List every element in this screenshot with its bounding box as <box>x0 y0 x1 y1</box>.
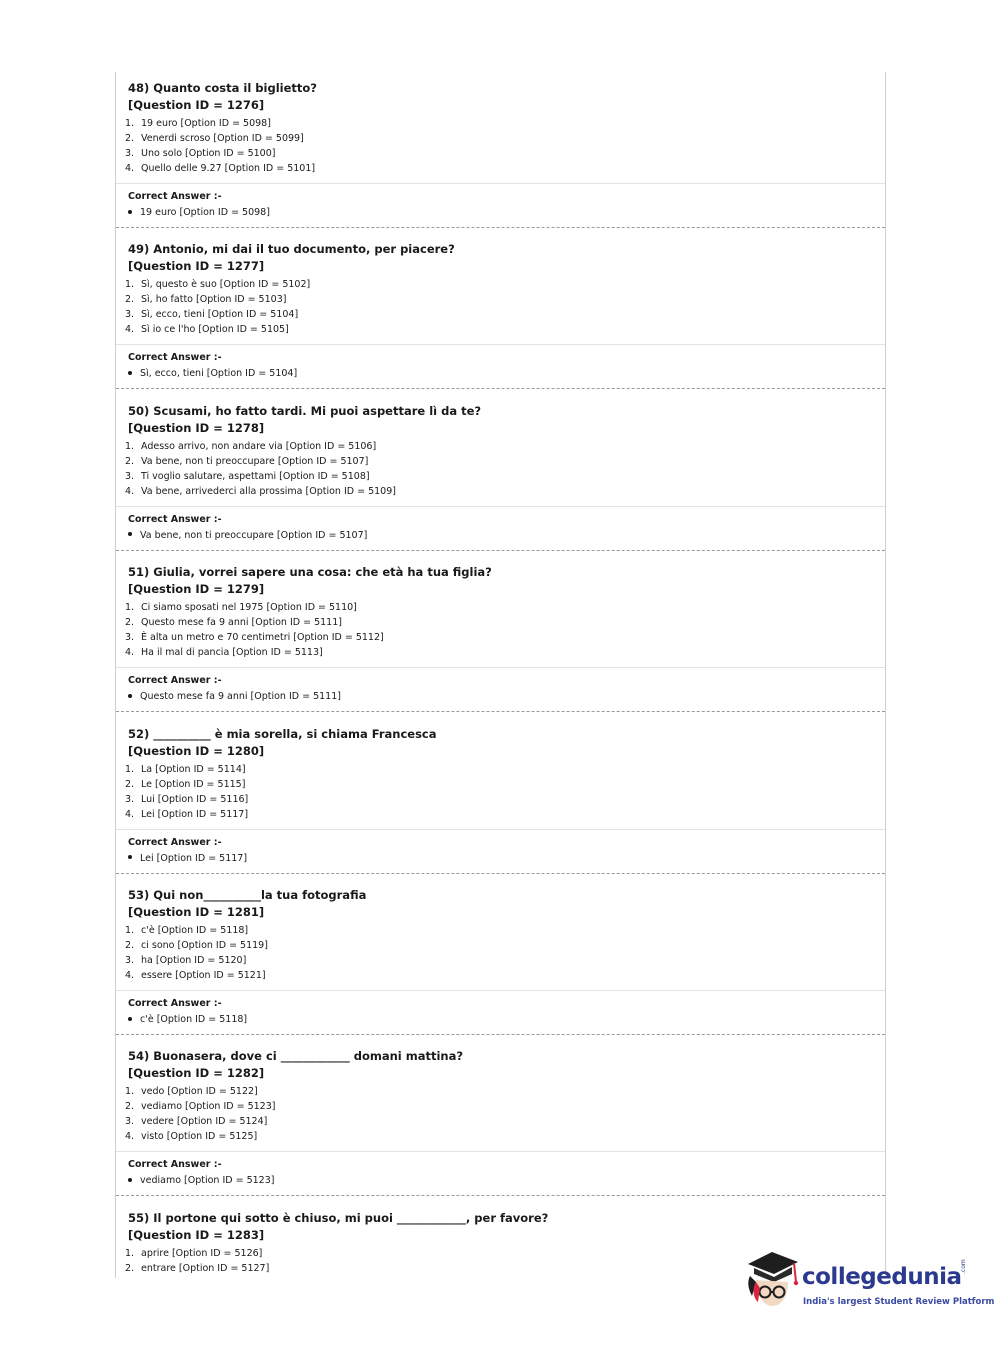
dashed-separator <box>116 388 885 389</box>
question-block <box>116 72 885 233</box>
options-list <box>125 762 248 822</box>
option-item: 2. Sì, ho fatto [Option ID = 5103] <box>125 294 287 306</box>
bullet-icon <box>128 532 132 536</box>
option-item: 3. Ti voglio salutare, aspettami [Option ID = 5108] <box>125 470 370 482</box>
option-item: 3. ha [Option ID = 5120] <box>125 955 247 966</box>
correct-answer-label: Correct Answer :- <box>128 1159 222 1171</box>
question-block <box>116 879 885 1040</box>
logo-name: collegedunia <box>802 1264 962 1290</box>
question-title: 53) Qui non__________la tua fotografia <box>128 888 367 902</box>
option-item: 2. ci sono [Option ID = 5119] <box>125 940 268 951</box>
option-item: 2. Va bene, non ti preoccupare [Option ID = 5107] <box>125 455 369 467</box>
option-item: 2. entrare [Option ID = 5127] <box>125 1262 270 1274</box>
options-list <box>125 923 268 983</box>
option-item: 1. Sì, questo è suo [Option ID = 5102] <box>125 279 311 291</box>
options-list <box>125 116 315 176</box>
question-id: [Question ID = 1281] <box>128 905 265 919</box>
option-item: 1. vedo [Option ID = 5122] <box>125 1086 258 1098</box>
mascot-icon <box>742 1248 802 1310</box>
bullet-icon <box>128 1178 132 1182</box>
option-item: 4. Sì io ce l'ho [Option ID = 5105] <box>125 324 289 336</box>
question-title: 52) __________ è mia sorella, si chiama Francesca <box>128 726 437 741</box>
dashed-separator <box>116 1034 885 1035</box>
question-block <box>116 233 885 394</box>
dashed-separator <box>116 873 885 874</box>
option-item: 4. visto [Option ID = 5125] <box>125 1131 258 1143</box>
option-item: 4. essere [Option ID = 5121] <box>125 970 266 981</box>
question-title: 54) Buonasera, dove ci ____________ domani mattina? <box>128 1049 464 1064</box>
bullet-icon <box>128 694 132 698</box>
options-list <box>125 277 310 337</box>
question-id: [Question ID = 1279] <box>128 582 265 597</box>
option-item: 4. Ha il mal di pancia [Option ID = 5113] <box>125 647 323 659</box>
collegedunia-logo <box>742 1248 995 1318</box>
question-paper <box>115 72 886 1278</box>
question-title: 49) Antonio, mi dai il tuo documento, per piacere? <box>128 242 455 257</box>
option-item: 4. Quello delle 9.27 [Option ID = 5101] <box>125 163 316 174</box>
question-block <box>116 395 885 556</box>
question-block <box>116 1040 885 1201</box>
option-item: 3. Lui [Option ID = 5116] <box>125 793 249 805</box>
option-item: 1. Ci siamo sposati nel 1975 [Option ID = 5110] <box>125 602 357 614</box>
options-list <box>125 439 396 499</box>
option-item: 3. Sì, ecco, tieni [Option ID = 5104] <box>125 309 299 321</box>
question-title: 55) Il portone qui sotto è chiuso, mi puoi ____________, per favore? <box>128 1210 549 1225</box>
option-item: 2. Venerdi scroso [Option ID = 5099] <box>125 133 304 144</box>
option-item: 2. Le [Option ID = 5115] <box>125 778 246 790</box>
bullet-icon <box>128 371 132 375</box>
correct-answer: c'è [Option ID = 5118] <box>128 1014 247 1025</box>
correct-answer-label: Correct Answer :- <box>128 675 222 687</box>
option-item: 1. Adesso arrivo, non andare via [Option ID = 5106] <box>125 440 377 452</box>
question-id: [Question ID = 1280] <box>128 743 265 758</box>
option-item: 2. Questo mese fa 9 anni [Option ID = 5111] <box>125 617 342 629</box>
correct-answer-label: Correct Answer :- <box>128 513 222 525</box>
dashed-separator <box>116 550 885 551</box>
options-list <box>125 600 384 660</box>
option-item: 3. È alta un metro e 70 centimetri [Option ID = 5112] <box>125 632 384 644</box>
question-title: 48) Quanto costa il biglietto? <box>128 81 317 95</box>
correct-answer-label: Correct Answer :- <box>128 998 222 1009</box>
options-list <box>125 1084 275 1144</box>
correct-answer-label: Correct Answer :- <box>128 191 222 202</box>
bullet-icon <box>128 210 132 214</box>
correct-answer: Sì, ecco, tieni [Option ID = 5104] <box>128 368 297 379</box>
correct-answer-label: Correct Answer :- <box>128 836 222 848</box>
option-item: 1. aprire [Option ID = 5126] <box>125 1247 263 1259</box>
question-id: [Question ID = 1283] <box>128 1227 265 1242</box>
option-item: 1. La [Option ID = 5114] <box>125 763 246 775</box>
question-id: [Question ID = 1278] <box>128 420 265 435</box>
correct-answer: Va bene, non ti preoccupare [Option ID = 5107] <box>128 530 367 541</box>
dashed-separator <box>116 227 885 228</box>
option-item: 3. vedere [Option ID = 5124] <box>125 1116 268 1128</box>
option-item: 2. vediamo [Option ID = 5123] <box>125 1101 276 1113</box>
logo-tagline: India's largest Student Review Platform <box>803 1297 995 1307</box>
bullet-icon <box>128 1017 132 1021</box>
option-item: 3. Uno solo [Option ID = 5100] <box>125 148 276 159</box>
correct-answer: vediamo [Option ID = 5123] <box>128 1175 274 1186</box>
correct-answer-label: Correct Answer :- <box>128 352 222 364</box>
question-id: [Question ID = 1276] <box>128 98 265 112</box>
question-title: 50) Scusami, ho fatto tardi. Mi puoi aspettare lì da te? <box>128 403 482 418</box>
option-item: 1. 19 euro [Option ID = 5098] <box>125 118 271 129</box>
correct-answer: Questo mese fa 9 anni [Option ID = 5111] <box>128 691 341 702</box>
question-block <box>116 718 885 879</box>
question-id: [Question ID = 1277] <box>128 259 265 274</box>
question-block <box>116 556 885 717</box>
dashed-separator <box>116 1195 885 1196</box>
correct-answer: 19 euro [Option ID = 5098] <box>128 207 270 218</box>
option-item: 4. Lei [Option ID = 5117] <box>125 808 249 820</box>
correct-answer: Lei [Option ID = 5117] <box>128 853 247 864</box>
logo-suffix: .com <box>960 1259 967 1274</box>
question-id: [Question ID = 1282] <box>128 1066 265 1081</box>
option-item: 4. Va bene, arrivederci alla prossima [Option ID = 5109] <box>125 485 396 497</box>
bullet-icon <box>128 855 132 859</box>
option-item: 1. c'è [Option ID = 5118] <box>125 925 249 936</box>
dashed-separator <box>116 711 885 712</box>
question-title: 51) Giulia, vorrei sapere una cosa: che età ha tua figlia? <box>128 565 492 580</box>
options-list <box>125 1246 269 1276</box>
